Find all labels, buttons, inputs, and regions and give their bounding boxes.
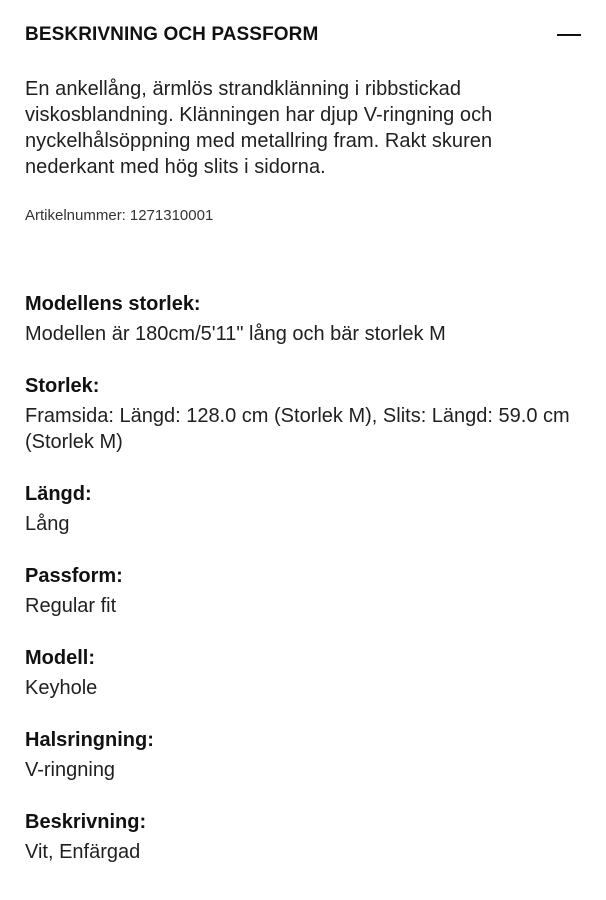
section-header-toggle[interactable] — [25, 18, 585, 52]
attribute-model-size — [25, 289, 585, 347]
attribute-value: Vit, Enfärgad — [25, 841, 141, 863]
attribute-value: Regular fit — [25, 595, 117, 617]
attribute-length — [25, 479, 585, 537]
section-title: BESKRIVNING OCH PASSFORM — [25, 24, 319, 45]
description-and-fit-section — [25, 0, 585, 900]
article-number-label: Artikelnummer: — [25, 207, 126, 224]
attribute-value: Framsida: Längd: 128.0 cm (Storlek M), Slits: Längd: 59.0 cm (Storlek M) — [25, 405, 570, 453]
attribute-fit — [25, 561, 585, 619]
attribute-style — [25, 643, 585, 701]
attribute-value: V-ringning — [25, 759, 116, 781]
attribute-label: Halsringning: — [25, 729, 154, 751]
attribute-value: Lång — [25, 513, 70, 535]
product-description: En ankellång, ärmlös strandklänning i ribbstickad viskosblandning. Klänningen har djup V-ringning och nyckelhålsöppning med metallring fram. Rakt skuren nederkant med hög slits i sidorna. — [25, 78, 493, 178]
attribute-label: Modell: — [25, 647, 95, 669]
article-number-value: 1271310001 — [129, 207, 214, 224]
attribute-neckline — [25, 725, 585, 783]
attribute-description — [25, 807, 585, 865]
attribute-label: Passform: — [25, 565, 123, 587]
attribute-label: Längd: — [25, 483, 92, 505]
attribute-label: Beskrivning: — [25, 811, 147, 833]
attribute-value: Modellen är 180cm/5'11" lång och bär storlek M — [25, 323, 446, 345]
attribute-size — [25, 371, 585, 455]
minus-icon[interactable] — [557, 23, 581, 47]
attribute-value: Keyhole — [25, 677, 98, 699]
article-number — [25, 205, 213, 227]
attribute-label: Modellens storlek: — [25, 293, 201, 315]
attribute-label: Storlek: — [25, 375, 100, 397]
attribute-list — [25, 289, 585, 865]
